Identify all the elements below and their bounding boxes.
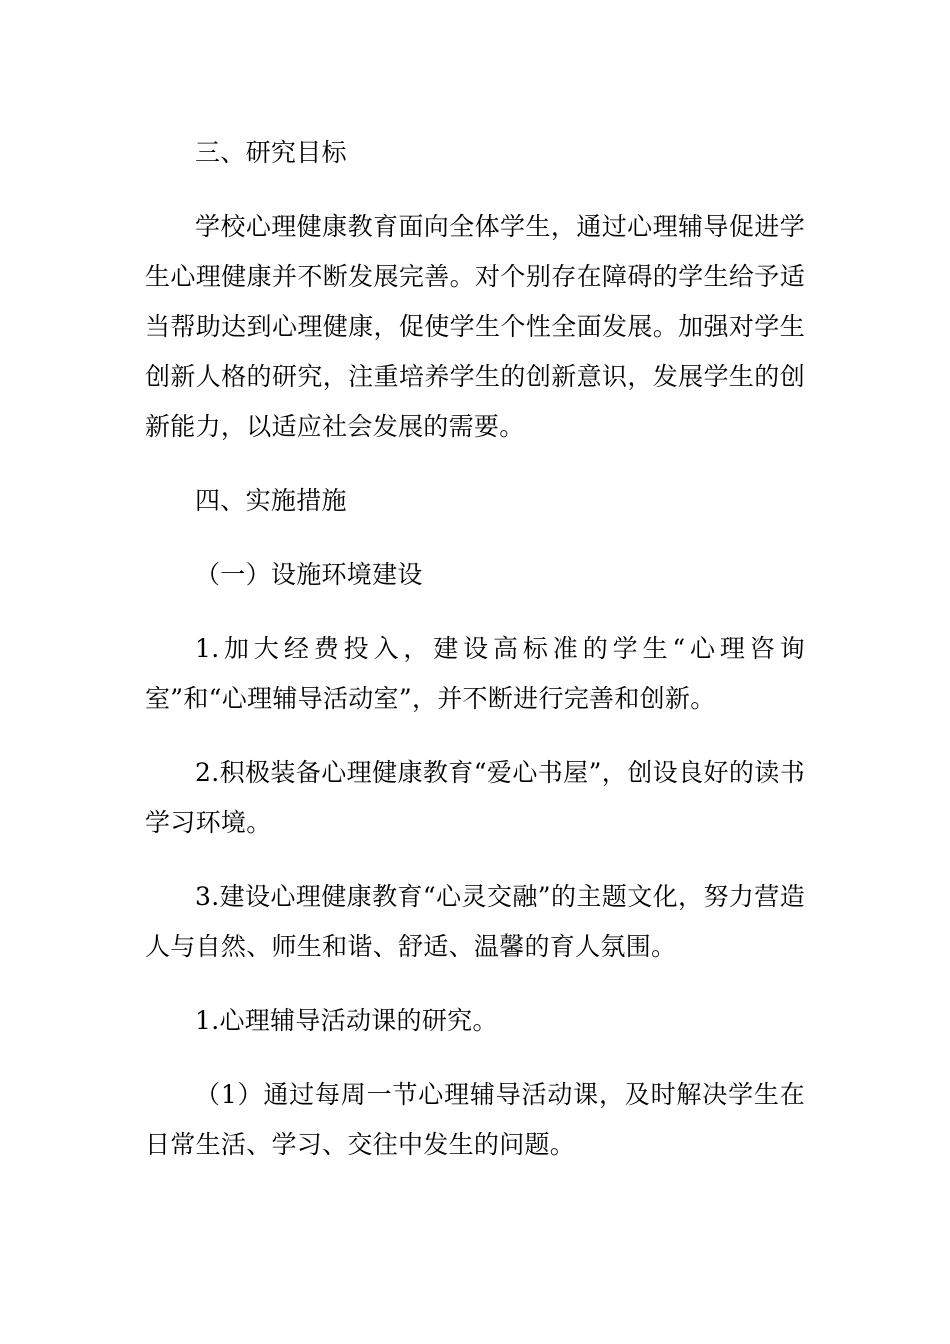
subsection-heading-facilities: （一）设施环境建设 [195,560,423,589]
list-item-culture: 3.建设心理健康教育“心灵交融”的主题文化，努力营造人与自然、师生和谐、舒适、温馨的育人氛围。 [145,882,805,961]
list-item-bookroom: 2.积极装备心理健康教育“爱心书屋”，创设良好的读书学习环境。 [145,758,805,837]
list-item-weekly-class: （1）通过每周一节心理辅导活动课，及时解决学生在日常生活、学习、交往中发生的问题。 [145,1080,805,1159]
list-item-funding: 1.加大经费投入，建设高标准的学生“心理咨询室”和“心理辅导活动室”，并不断进行完善和创新。 [145,634,805,713]
document-body [145,128,805,1170]
paragraph-goals: 学校心理健康教育面向全体学生，通过心理辅导促进学生心理健康并不断发展完善。对个别存在障碍的学生给予适当帮助达到心理健康，促使学生个性全面发展。加强对学生创新人格的研究，注重培养学生的创新意识，发展学生的创新能力，以适应社会发展的需要。 [145,212,805,441]
section-heading-goals: 三、研究目标 [195,138,347,167]
list-item-activity-research: 1.心理辅导活动课的研究。 [195,1006,498,1035]
section-heading-measures: 四、实施措施 [195,486,347,515]
